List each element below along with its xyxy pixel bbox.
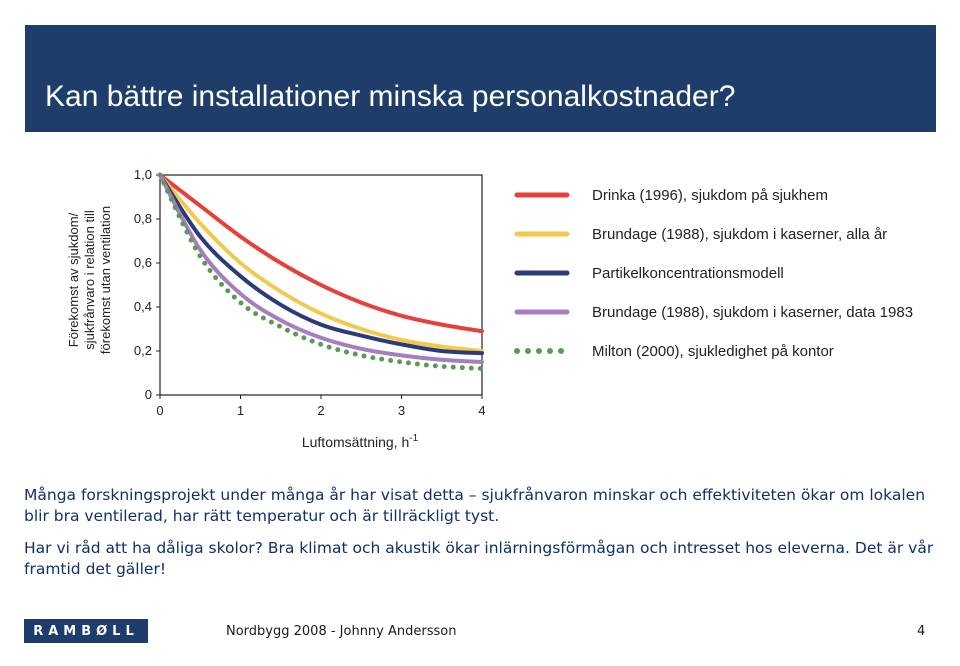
y-axis-label-line: sjukfrånvaro i relation till (82, 210, 97, 350)
x-axis-label: Luftomsättning, $h^{-1}$ (301, 433, 419, 450)
y-axis-label-line: Förekomst av sjukdom/ (66, 212, 81, 348)
ramboll-logo: RAMBØLL (24, 619, 148, 643)
footer (0, 615, 960, 655)
legend-label: Milton (2000), sjukledighet på kontor (592, 343, 834, 360)
page-number: 4 (917, 624, 926, 639)
x-tick-label: 1 (236, 403, 245, 418)
paragraph-1: Många forskningsprojekt under många år har visat detta – sjukfrånvaron minskar och effektiviteten ökar om lokalen blir bra ventilerad, har rätt temperatur och är tillräckligt tyst. (24, 486, 926, 525)
y-tick-label: 0,8 (133, 211, 152, 226)
slide-title: Kan bättre installationer minska personalkostnader? (45, 80, 736, 113)
x-tick-label: 4 (478, 403, 486, 418)
legend-label: Drinka (1996), sjukdom på sjukhem (592, 187, 828, 204)
x-tick-label: 0 (156, 403, 164, 418)
chart-container (60, 155, 960, 475)
x-tick-label: 2 (317, 403, 325, 418)
y-axis-label-line: förekomst utan ventilation (98, 205, 113, 355)
legend-label: Brundage (1988), sjukdom i kaserner, alla år (592, 226, 888, 243)
y-tick-label: 1,0 (133, 167, 152, 182)
y-tick-label: 0,2 (133, 343, 152, 358)
y-tick-label: 0,4 (133, 299, 152, 314)
y-tick-label: 0 (144, 387, 152, 402)
legend-label: Partikelkoncentrationsmodell (592, 265, 784, 282)
legend-label: Brundage (1988), sjukdom i kaserner, data 1983 (592, 304, 914, 321)
line-chart (60, 155, 960, 475)
body-text (24, 485, 949, 591)
y-tick-label: 0,6 (133, 255, 152, 270)
x-tick-label: 3 (397, 403, 406, 418)
footer-text: Nordbygg 2008 - Johnny Andersson (226, 624, 457, 639)
title-bar (25, 25, 936, 132)
paragraph-2: Har vi råd att ha dåliga skolor? Bra klimat och akustik ökar inlärningsförmågan och intresset hos eleverna. Det är vår framtid det gäller! (24, 539, 934, 578)
